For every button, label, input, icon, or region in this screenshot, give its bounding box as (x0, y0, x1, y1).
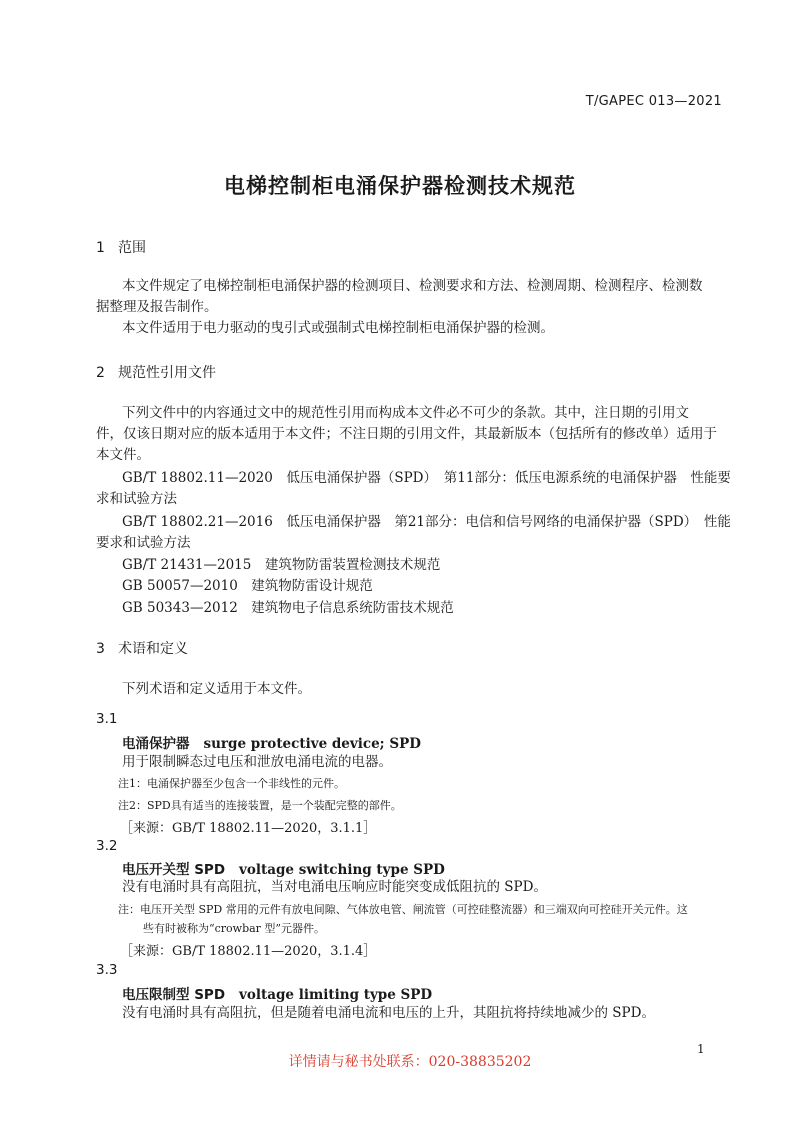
term-3-2-note-line-2: 些有时被称为“crowbar 型”元器件。 (143, 922, 326, 935)
reference-1-line-1: GB/T 18802.11—2020 低压电涌保护器（SPD） 第11部分：低压电源系统的电涌保护器 性能要 (122, 470, 731, 486)
term-3-2-chinese: 电压开关型 SPD (122, 862, 226, 878)
references-intro-line-2: 件，仅该日期对应的版本适用于本文件；不注日期的引用文件，其最新版本（包括所有的修改单）适用于 (96, 426, 717, 442)
term-3-1-number: 3.1 (96, 711, 118, 727)
term-3-1-chinese: 电涌保护器 (122, 736, 190, 752)
term-3-3-number: 3.3 (96, 962, 118, 978)
term-3-1-note-1: 注1：电涌保护器至少包含一个非线性的元件。 (118, 777, 345, 790)
section-2-heading (96, 362, 216, 382)
term-3-2-source: ［来源：GB/T 18802.11—2020，3.1.4］ (120, 944, 377, 959)
reference-4: GB 50057—2010 建筑物防雷设计规范 (122, 578, 373, 594)
section-1-title: 范围 (118, 240, 146, 256)
term-3-2-number: 3.2 (96, 838, 118, 854)
page-number: 1 (697, 1042, 705, 1056)
term-3-2-heading (122, 858, 445, 878)
section-3-title: 术语和定义 (118, 641, 188, 657)
reference-1-line-2: 求和试验方法 (96, 491, 177, 507)
reference-2-line-2: 要求和试验方法 (96, 535, 191, 551)
section-2-title: 规范性引用文件 (118, 365, 216, 381)
scope-paragraph-1-line-2: 据整理及报告制作。 (96, 299, 218, 315)
term-3-1-english: surge protective device; SPD (203, 736, 421, 752)
reference-2-line-1: GB/T 18802.21—2016 低压电涌保护器 第21部分：电信和信号网络的电涌保护器（SPD） 性能 (122, 514, 731, 530)
scope-paragraph-2: 本文件适用于电力驱动的曳引式或强制式电梯控制柜电涌保护器的检测。 (122, 320, 554, 336)
section-3-number: 3 (96, 641, 105, 657)
section-1-heading (96, 237, 146, 257)
term-3-2-english: voltage switching type SPD (239, 862, 445, 878)
section-3-heading (96, 638, 188, 658)
term-3-1-heading (122, 732, 421, 752)
references-intro-line-3: 本文件。 (96, 447, 150, 463)
references-intro-line-1: 下列文件中的内容通过文中的规范性引用而构成本文件必不可少的条款。其中，注日期的引用文 (122, 405, 689, 421)
term-3-1-definition: 用于限制瞬态过电压和泄放电涌电流的电器。 (122, 754, 392, 770)
term-3-3-definition: 没有电涌时具有高阻抗，但是随着电涌电流和电压的上升，其阻抗将持续地减少的 SPD。 (122, 1005, 655, 1021)
reference-3: GB/T 21431—2015 建筑物防雷装置检测技术规范 (122, 557, 441, 573)
section-2-number: 2 (96, 365, 105, 381)
term-3-2-definition: 没有电涌时具有高阻抗，当对电涌电压响应时能突变成低阻抗的 SPD。 (122, 879, 547, 895)
standard-number: T/GAPEC 013—2021 (585, 94, 722, 109)
term-3-2-note-line-1: 注：电压开关型 SPD 常用的元件有放电间隙、气体放电管、闸流管（可控硅整流器）和三端双向可控硅开关元件。这 (118, 903, 688, 916)
section-1-number: 1 (96, 240, 105, 256)
terms-intro: 下列术语和定义适用于本文件。 (122, 681, 311, 697)
term-3-3-chinese: 电压限制型 SPD (122, 987, 226, 1003)
scope-paragraph-1-line-1: 本文件规定了电梯控制柜电涌保护器的检测项目、检测要求和方法、检测周期、检测程序、检测数 (122, 278, 703, 294)
term-3-3-english: voltage limiting type SPD (239, 987, 433, 1003)
contact-footer: 详情请与秘书处联系：020-38835202 (288, 1054, 532, 1070)
term-3-3-heading (122, 983, 432, 1003)
term-3-1-source: ［来源：GB/T 18802.11—2020，3.1.1］ (120, 821, 377, 836)
term-3-1-note-2: 注2：SPD具有适当的连接装置，是一个装配完整的部件。 (118, 799, 402, 812)
reference-5: GB 50343—2012 建筑物电子信息系统防雷技术规范 (122, 600, 454, 616)
document-title: 电梯控制柜电涌保护器检测技术规范 (224, 174, 576, 198)
